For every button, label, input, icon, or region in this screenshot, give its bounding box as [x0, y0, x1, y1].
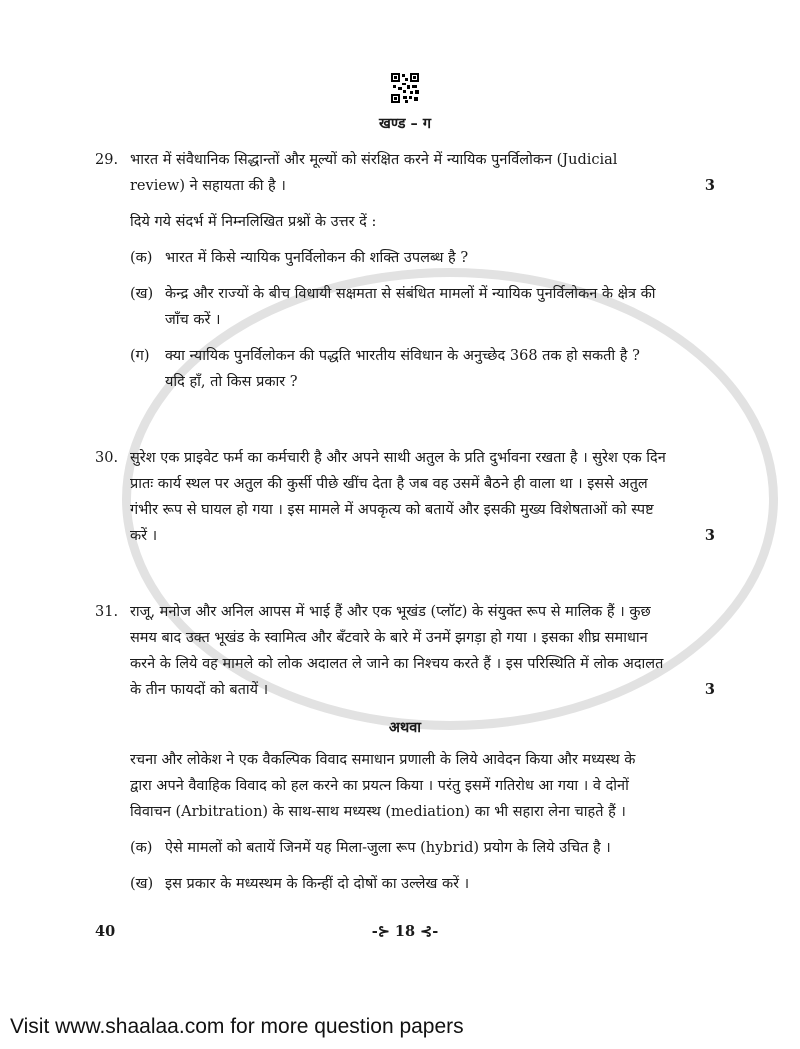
alt-text-line: द्वारा अपने वैवाहिक विवाद को हल करने का प्रयत्न किया । परंतु इसमें गतिरोध आ गया । वे दोनों — [130, 778, 629, 794]
question-text-line: गंभीर रूप से घायल हो गया । इस मामले में अपकृत्य को बतायें और इसकी मुख्य विशेषताओं को स्पष्ट — [130, 502, 654, 518]
question-text-line: सुरेश एक प्राइवेट फर्म का कर्मचारी है और अपने साथी अतुल के प्रति दुर्भावना रखता है । सुरेश एक दिन — [130, 450, 666, 466]
alternative-question — [130, 747, 685, 825]
alt-text-line: रचना और लोकेश ने एक वैकल्पिक विवाद समाधान प्रणाली के लिये आवेदन किया और मध्यस्थ के — [130, 752, 636, 768]
question-part — [130, 281, 685, 333]
part-text: भारत में किसे न्यायिक पुनर्विलोकन की शक्ति उपलब्ध है ? — [165, 250, 469, 266]
question-instruction: दिये गये संदर्भ में निम्नलिखित प्रश्नों के उत्तर दें : — [130, 214, 377, 230]
question-number: 29. — [95, 152, 119, 168]
paper-code: 40 — [95, 923, 116, 940]
question-text-line: प्रातः कार्य स्थल पर अतुल की कुर्सी पीछे खींच देता है जब वह उसमें बैठने ही वाला था । इससे अतुल — [130, 476, 648, 492]
section-title: खण्ड – ग — [378, 115, 431, 132]
part-text: यदि हाँ, तो किस प्रकार ? — [165, 374, 298, 390]
question-marks: 3 — [704, 177, 715, 194]
question-text-line: के तीन फायदों को बतायें । — [130, 682, 269, 698]
page-footer — [95, 919, 715, 945]
part-label: (ग) — [130, 348, 150, 364]
question-marks: 3 — [704, 527, 715, 544]
qr-code — [95, 73, 715, 103]
page-number: -⊱ 18 ⊰- — [371, 923, 439, 940]
part-label: (ख) — [130, 876, 154, 892]
question-part — [130, 835, 685, 861]
alt-text-line: विवाचन (Arbitration) के साथ-साथ मध्यस्थ (mediation) का भी सहारा लेना चाहते हैं । — [130, 804, 626, 820]
question-number: 31. — [95, 604, 119, 620]
question-text-line: समय बाद उक्त भूखंड के स्वामित्व और बँटवारे के बारे में उनमें झगड़ा हो गया । इसका शीघ्र समाधान — [130, 630, 648, 646]
question-text-line: करें । — [130, 528, 158, 544]
part-text: ऐसे मामलों को बतायें जिनमें यह मिला-जुला रूप (hybrid) प्रयोग के लिये उचित है । — [165, 840, 611, 856]
visit-site-banner: Visit www.shaalaa.com for more question papers — [10, 1015, 464, 1038]
question-number: 30. — [95, 450, 119, 466]
question-31 — [95, 599, 715, 703]
part-text: केन्द्र और राज्यों के बीच विधायी सक्षमता से संबंधित मामलों में न्यायिक पुनर्विलोकन के क्षेत्र की — [165, 286, 656, 302]
question-part — [130, 245, 685, 271]
part-label: (क) — [130, 840, 153, 856]
part-label: (ख) — [130, 286, 154, 302]
question-text-line: भारत में संवैधानिक सिद्धान्तों और मूल्यों को संरक्षित करने में न्यायिक पुनर्विलोकन (Judicial — [130, 152, 618, 168]
question-part — [130, 871, 685, 897]
question-text-line: राजू, मनोज और अनिल आपस में भाई हैं और एक भूखंड (प्लॉट) के संयुक्त रूप से मालिक हैं । कुछ — [130, 604, 651, 620]
or-label: अथवा — [388, 719, 422, 736]
part-label: (क) — [130, 250, 153, 266]
question-text-line: review) ने सहायता की है । — [130, 178, 286, 194]
question-29 — [95, 147, 715, 199]
part-text: इस प्रकार के मध्यस्थम के किन्हीं दो दोषों का उल्लेख करें । — [165, 876, 470, 892]
part-text: क्या न्यायिक पुनर्विलोकन की पद्धति भारतीय संविधान के अनुच्छेद 368 तक हो सकती है ? — [165, 348, 640, 364]
question-marks: 3 — [704, 681, 715, 698]
question-part — [130, 343, 685, 395]
question-30 — [95, 445, 715, 549]
question-text-line: करने के लिये वह मामले को लोक अदालत ले जाने का निश्चय करते हैं । इस परिस्थिति में लोक अदालत — [130, 656, 664, 672]
part-text: जाँच करें । — [165, 312, 221, 328]
qr-code-icon — [391, 73, 419, 103]
